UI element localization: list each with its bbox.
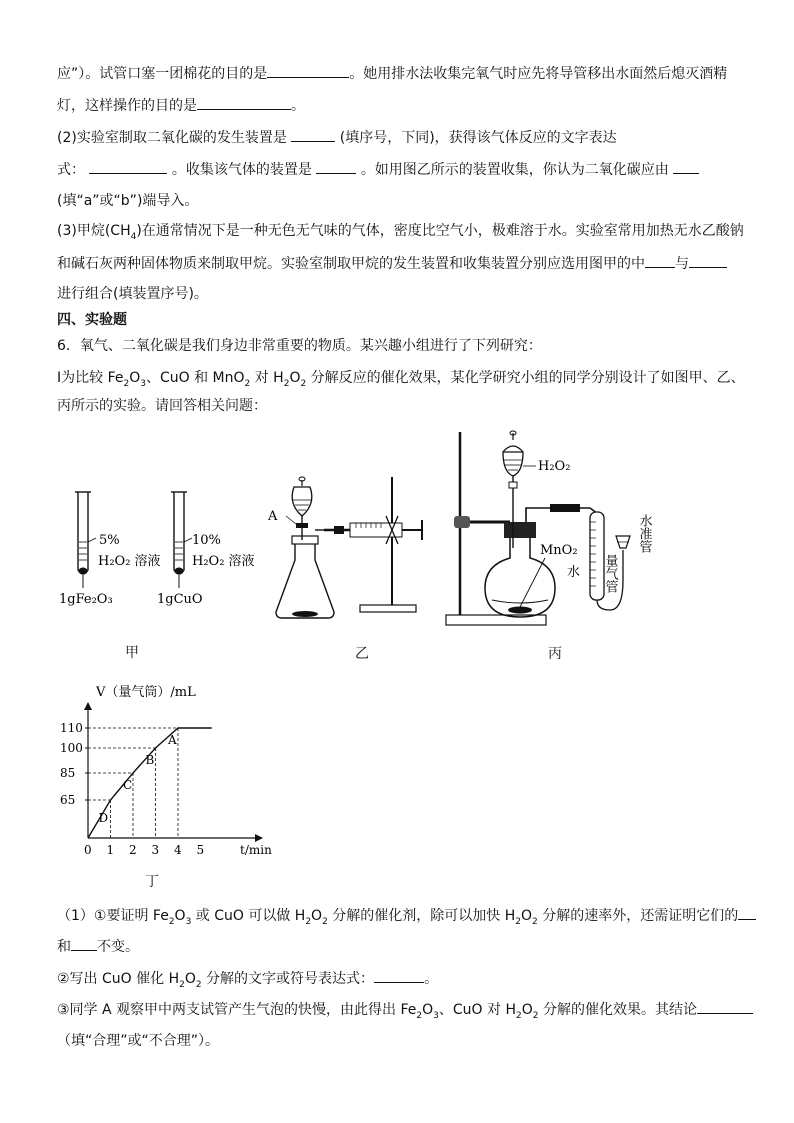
answer-blank[interactable] (316, 159, 356, 174)
question-6-part-i (57, 368, 745, 394)
text-line-4 (57, 159, 699, 180)
subscript: 2 (532, 1010, 539, 1021)
x-tick-label: 2 (129, 843, 137, 857)
test-tube-2 (171, 492, 192, 588)
text: 或 CuO 可以做 H (191, 908, 306, 924)
text: 、CuO 和 MnO (145, 370, 245, 386)
text: 。 (424, 971, 439, 987)
x-axis-arrow (255, 834, 263, 842)
text: (2)实验室制取二氧化碳的发生装置是 (57, 130, 287, 146)
text: 和碱石灰两种固体物质来制取甲烷。实验室制取甲烷的发生装置和收集装置分别应选用图甲的中 (57, 256, 645, 272)
section-heading (57, 310, 127, 330)
text: 6．氧气、二氧化碳是我们身边非常重要的物质。某兴趣小组进行了下列研究： (57, 338, 542, 354)
point-label-B: B (145, 753, 155, 767)
y-tick-label: 100 (60, 741, 83, 755)
q1-part3-cont (57, 1031, 219, 1051)
subscript: 2 (179, 979, 185, 990)
subscript: 2 (532, 916, 538, 927)
subscript: 2 (516, 1010, 522, 1021)
q1-part1 (57, 905, 756, 932)
text: O (184, 971, 196, 987)
caption-jia: 甲 (125, 645, 139, 661)
text: 分解的催化剂，除可以加快 H (327, 908, 516, 924)
label-burette: 量气管 (602, 554, 618, 593)
text: 分解的速率外，还需证明它们的 (537, 908, 739, 924)
point-label-A: A (168, 733, 177, 747)
text: Ⅰ为比较 Fe (57, 370, 124, 386)
text-line-7 (57, 253, 727, 274)
tube1-conc: 5% (99, 533, 120, 548)
text-line-1 (57, 63, 727, 84)
tube2-solution: H₂O₂ 溶液 (192, 554, 255, 569)
answer-blank[interactable] (89, 159, 167, 174)
caption-bing: 丙 (548, 646, 562, 662)
subscript: 2 (416, 1010, 423, 1021)
subscript: 2 (305, 916, 312, 927)
subscript: 2 (195, 979, 202, 990)
tube2-conc: 10% (192, 533, 221, 548)
tube1-solid: 1gFe₂O₃ (59, 592, 113, 607)
x-tick-label: 1 (106, 843, 115, 857)
text: O (289, 370, 301, 386)
text: (3)甲烷(CH (57, 223, 131, 239)
text: 和 (57, 939, 71, 955)
text: 进行组合(填装置序号)。 (57, 286, 208, 302)
text: 。她用排水法收集完氧气时应先将导管移出水面然后熄灭酒精 (349, 66, 728, 82)
subscript: 3 (140, 378, 146, 389)
figure-jia (50, 480, 270, 660)
tube2-solid: 1gCuO (157, 592, 203, 607)
text: 应”）。试管口塞一团棉花的目的是 (57, 66, 268, 82)
text: 与 (675, 256, 689, 272)
subscript: 3 (433, 1010, 439, 1021)
label-h2o2: H₂O₂ (538, 459, 571, 474)
answer-blank[interactable] (71, 936, 97, 951)
answer-blank[interactable] (689, 253, 727, 268)
subscript: 2 (123, 378, 130, 389)
q1-part1-cont (57, 936, 139, 957)
chart-ylabel: V（量气筒）/mL (96, 685, 196, 700)
point-label-D: D (98, 811, 109, 825)
text: O (521, 1002, 533, 1018)
question-6-part-i-cont (57, 396, 267, 416)
subscript: 2 (322, 916, 328, 927)
subscript: 3 (185, 916, 192, 927)
text-line-6 (57, 221, 744, 247)
caption-ding: 丁 (145, 874, 159, 890)
text: 分解的文字或符号表达式： (201, 971, 375, 987)
text: 式： (57, 162, 85, 178)
text: 灯，这样操作的目的是 (57, 98, 197, 114)
answer-blank[interactable] (738, 905, 756, 920)
figure-bing (440, 430, 690, 630)
answer-blank[interactable] (673, 159, 699, 174)
answer-blank[interactable] (645, 253, 675, 268)
text: (填“a”或“b”)端导入。 (57, 193, 199, 209)
q1-part3 (57, 999, 753, 1026)
x-tick-label: 0 (84, 843, 92, 857)
text: O (129, 370, 141, 386)
subscript: 2 (515, 916, 521, 927)
y-tick-label: 110 (60, 721, 83, 735)
text: 分解的催化效果。其结论 (538, 1002, 697, 1018)
subscript: 2 (283, 378, 290, 389)
x-tick-label: 3 (151, 843, 160, 857)
text: 丙所示的实验。请回答相关问题： (57, 398, 267, 414)
text: O (311, 908, 323, 924)
text: O (422, 1002, 434, 1018)
text: ②写出 CuO 催化 H (57, 971, 180, 987)
text: 。如用图乙所示的装置收集，你认为二氧化碳应由 (360, 162, 669, 178)
funnel-label-a: A (268, 509, 278, 524)
text: 、CuO 对 H (438, 1002, 516, 1018)
text: （1）①要证明 Fe (57, 908, 169, 924)
text: O (520, 908, 533, 924)
label-level-tube: 水准管 (636, 514, 652, 553)
text-line-2 (57, 95, 305, 116)
x-tick-label: 5 (196, 843, 205, 857)
text-line-3 (57, 127, 617, 148)
subscript: 2 (244, 378, 251, 389)
subscript: 2 (300, 378, 307, 389)
text: O (174, 908, 186, 924)
answer-blank[interactable] (267, 63, 349, 78)
text: (填序号，下同)，获得该气体反应的文字表达 (339, 130, 617, 146)
text: 。 (291, 98, 305, 114)
text: 对 H (250, 370, 284, 386)
answer-blank[interactable] (374, 968, 424, 983)
text: 不变。 (97, 939, 139, 955)
figure-yi (262, 472, 442, 622)
subscript: 2 (168, 916, 175, 927)
subscript: 4 (130, 231, 137, 242)
text: 四、实验题 (57, 312, 127, 328)
y-tick-label: 65 (60, 793, 76, 807)
y-axis-arrow (84, 702, 92, 710)
q1-part2 (57, 968, 438, 995)
x-tick-label: 4 (174, 843, 182, 857)
answer-blank[interactable] (291, 127, 335, 142)
text: （填“合理”或“不合理”）。 (57, 1033, 220, 1049)
chart-xlabel: t/min (240, 843, 272, 857)
figure-ding-chart (60, 680, 290, 865)
label-mno2: MnO₂ (540, 543, 578, 558)
text: ③同学 A 观察甲中两支试管产生气泡的快慢，由此得出 Fe (57, 1002, 417, 1018)
text: 。收集该气体的装置是 (171, 162, 312, 178)
tube1-solution: H₂O₂ 溶液 (98, 554, 161, 569)
answer-blank[interactable] (197, 95, 291, 110)
point-label-C: C (123, 778, 133, 792)
text: 分解反应的催化效果，某化学研究小组的同学分别设计了如图甲、乙、 (306, 370, 745, 386)
text-line-8 (57, 284, 208, 304)
test-tube-1 (75, 492, 96, 588)
caption-yi: 乙 (355, 646, 369, 662)
text-line-5 (57, 191, 198, 211)
question-6 (57, 336, 542, 356)
answer-blank[interactable] (697, 999, 753, 1014)
text: )在通常情况下是一种无色无气味的气体，密度比空气小，极难溶于水。实验室常用加热无水乙酸钠 (136, 223, 744, 239)
y-tick-label: 85 (60, 766, 76, 780)
label-water: 水 (567, 565, 581, 580)
